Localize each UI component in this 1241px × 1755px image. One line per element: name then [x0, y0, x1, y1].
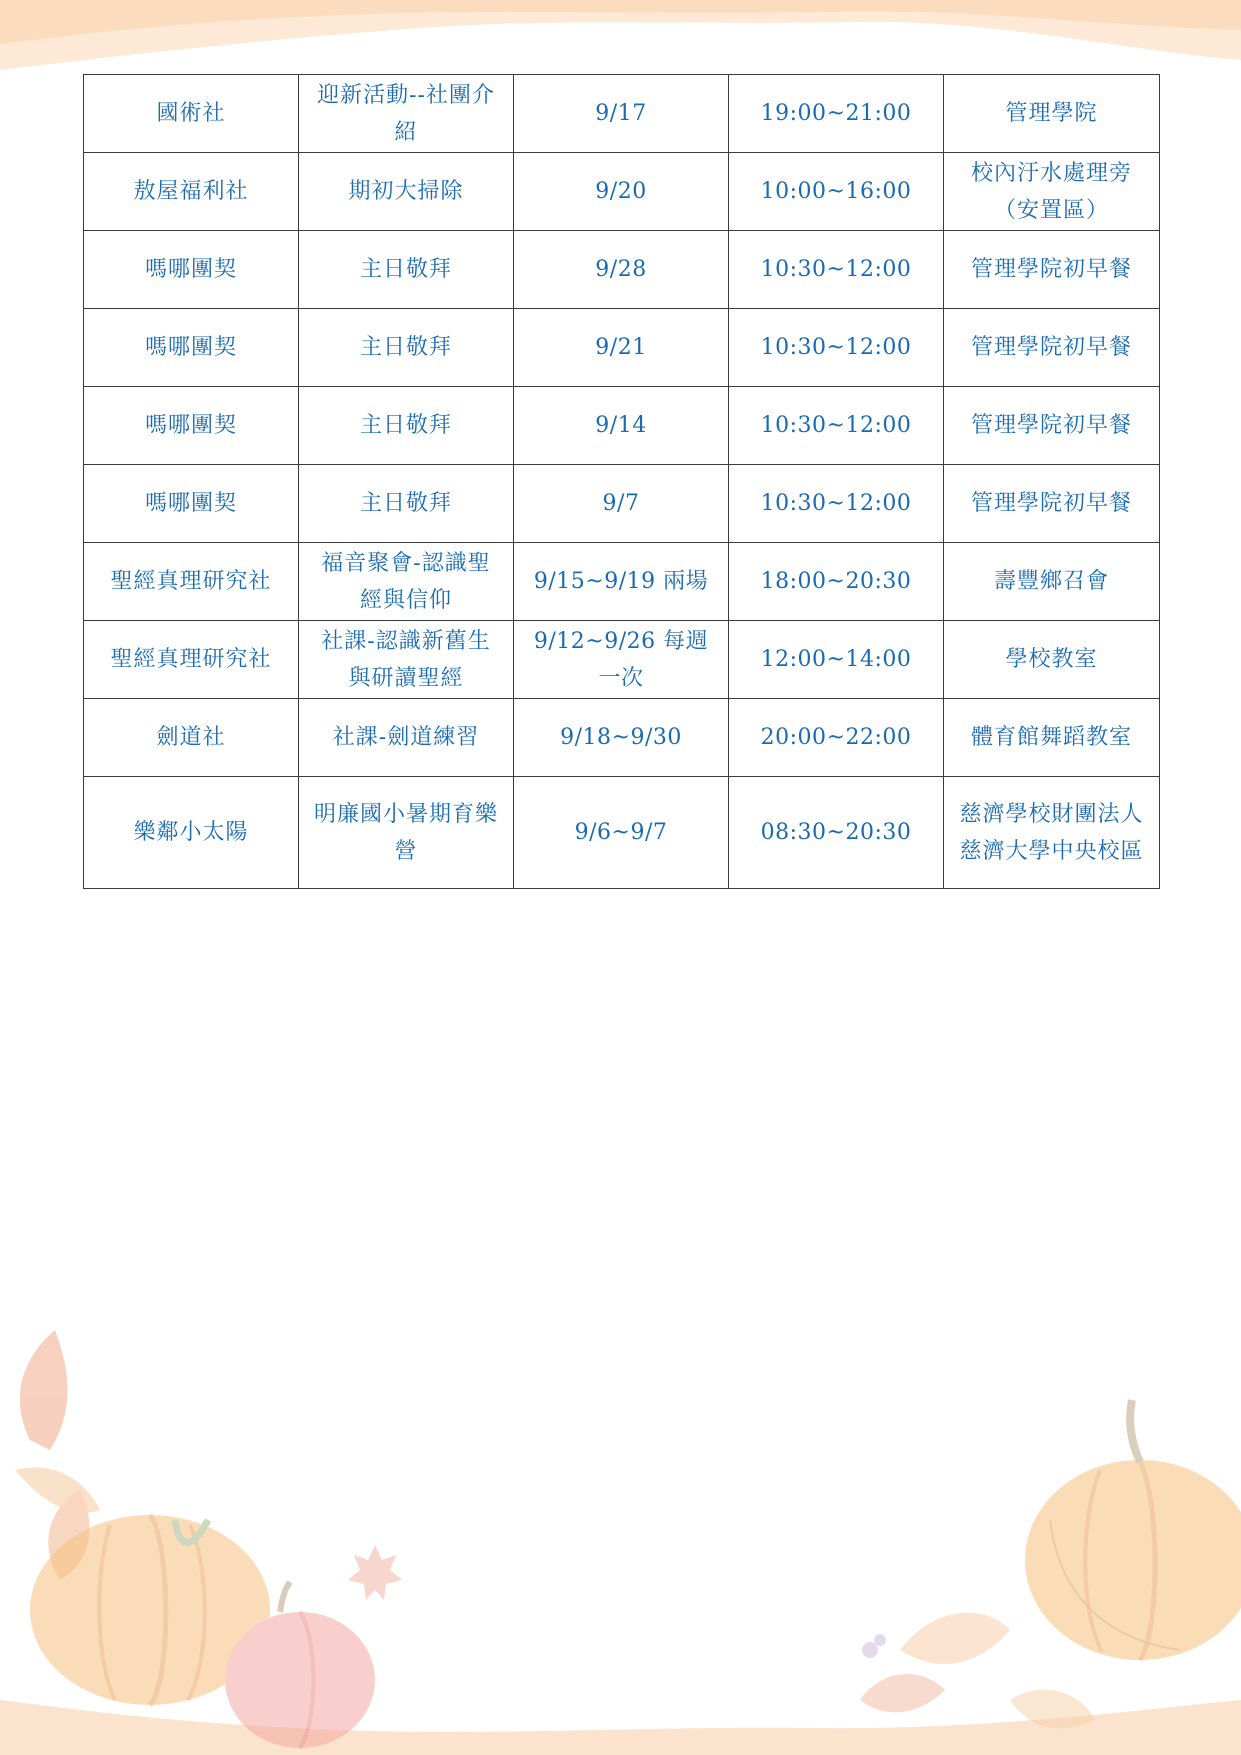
cell-date: 9/7 [514, 465, 729, 543]
cell-location: 管理學院初早餐 [944, 309, 1160, 387]
table-row [84, 387, 1160, 465]
cell-club: 劍道社 [84, 699, 299, 777]
table-row [84, 699, 1160, 777]
cell-date: 9/6~9/7 [514, 777, 729, 889]
cell-location: 管理學院初早餐 [944, 231, 1160, 309]
table-row [84, 153, 1160, 231]
cell-time: 10:30~12:00 [729, 309, 944, 387]
cell-date: 9/21 [514, 309, 729, 387]
cell-time: 08:30~20:30 [729, 777, 944, 889]
cell-club: 敖屋福利社 [84, 153, 299, 231]
table-row [84, 543, 1160, 621]
cell-location: 壽豐鄉召會 [944, 543, 1160, 621]
cell-club: 嗎哪團契 [84, 465, 299, 543]
cell-club: 嗎哪團契 [84, 309, 299, 387]
cell-club: 樂鄰小太陽 [84, 777, 299, 889]
cell-location: 管理學院初早餐 [944, 465, 1160, 543]
cell-club: 嗎哪團契 [84, 231, 299, 309]
activity-schedule-table [83, 74, 1160, 889]
cell-activity: 福音聚會-認識聖經與信仰 [299, 543, 514, 621]
cell-location: 學校教室 [944, 621, 1160, 699]
cell-time: 18:00~20:30 [729, 543, 944, 621]
cell-location: 體育館舞蹈教室 [944, 699, 1160, 777]
cell-activity: 主日敬拜 [299, 387, 514, 465]
cell-date: 9/18~9/30 [514, 699, 729, 777]
table-row [84, 777, 1160, 889]
cell-time: 10:30~12:00 [729, 465, 944, 543]
activity-table-body [84, 75, 1160, 889]
cell-time: 20:00~22:00 [729, 699, 944, 777]
cell-activity: 主日敬拜 [299, 465, 514, 543]
table-row [84, 231, 1160, 309]
cell-time: 10:30~12:00 [729, 231, 944, 309]
cell-club: 嗎哪團契 [84, 387, 299, 465]
cell-date: 9/28 [514, 231, 729, 309]
cell-club: 國術社 [84, 75, 299, 153]
cell-activity: 主日敬拜 [299, 231, 514, 309]
cell-date: 9/12~9/26 每週一次 [514, 621, 729, 699]
table-row [84, 621, 1160, 699]
cell-time: 19:00~21:00 [729, 75, 944, 153]
cell-date: 9/20 [514, 153, 729, 231]
cell-date: 9/14 [514, 387, 729, 465]
cell-activity: 迎新活動--社團介紹 [299, 75, 514, 153]
cell-date: 9/17 [514, 75, 729, 153]
cell-activity: 社課-認識新舊生與研讀聖經 [299, 621, 514, 699]
cell-club: 聖經真理研究社 [84, 543, 299, 621]
cell-activity: 期初大掃除 [299, 153, 514, 231]
cell-time: 10:00~16:00 [729, 153, 944, 231]
cell-location: 校內汙水處理旁（安置區） [944, 153, 1160, 231]
table-row [84, 309, 1160, 387]
cell-activity: 主日敬拜 [299, 309, 514, 387]
cell-location: 管理學院 [944, 75, 1160, 153]
table-row [84, 75, 1160, 153]
cell-location: 管理學院初早餐 [944, 387, 1160, 465]
cell-club: 聖經真理研究社 [84, 621, 299, 699]
cell-time: 10:30~12:00 [729, 387, 944, 465]
cell-location: 慈濟學校財團法人慈濟大學中央校區 [944, 777, 1160, 889]
cell-time: 12:00~14:00 [729, 621, 944, 699]
activity-table-wrapper [83, 74, 1160, 889]
cell-activity: 明廉國小暑期育樂營 [299, 777, 514, 889]
cell-date: 9/15~9/19 兩場 [514, 543, 729, 621]
table-row [84, 465, 1160, 543]
cell-activity: 社課-劍道練習 [299, 699, 514, 777]
